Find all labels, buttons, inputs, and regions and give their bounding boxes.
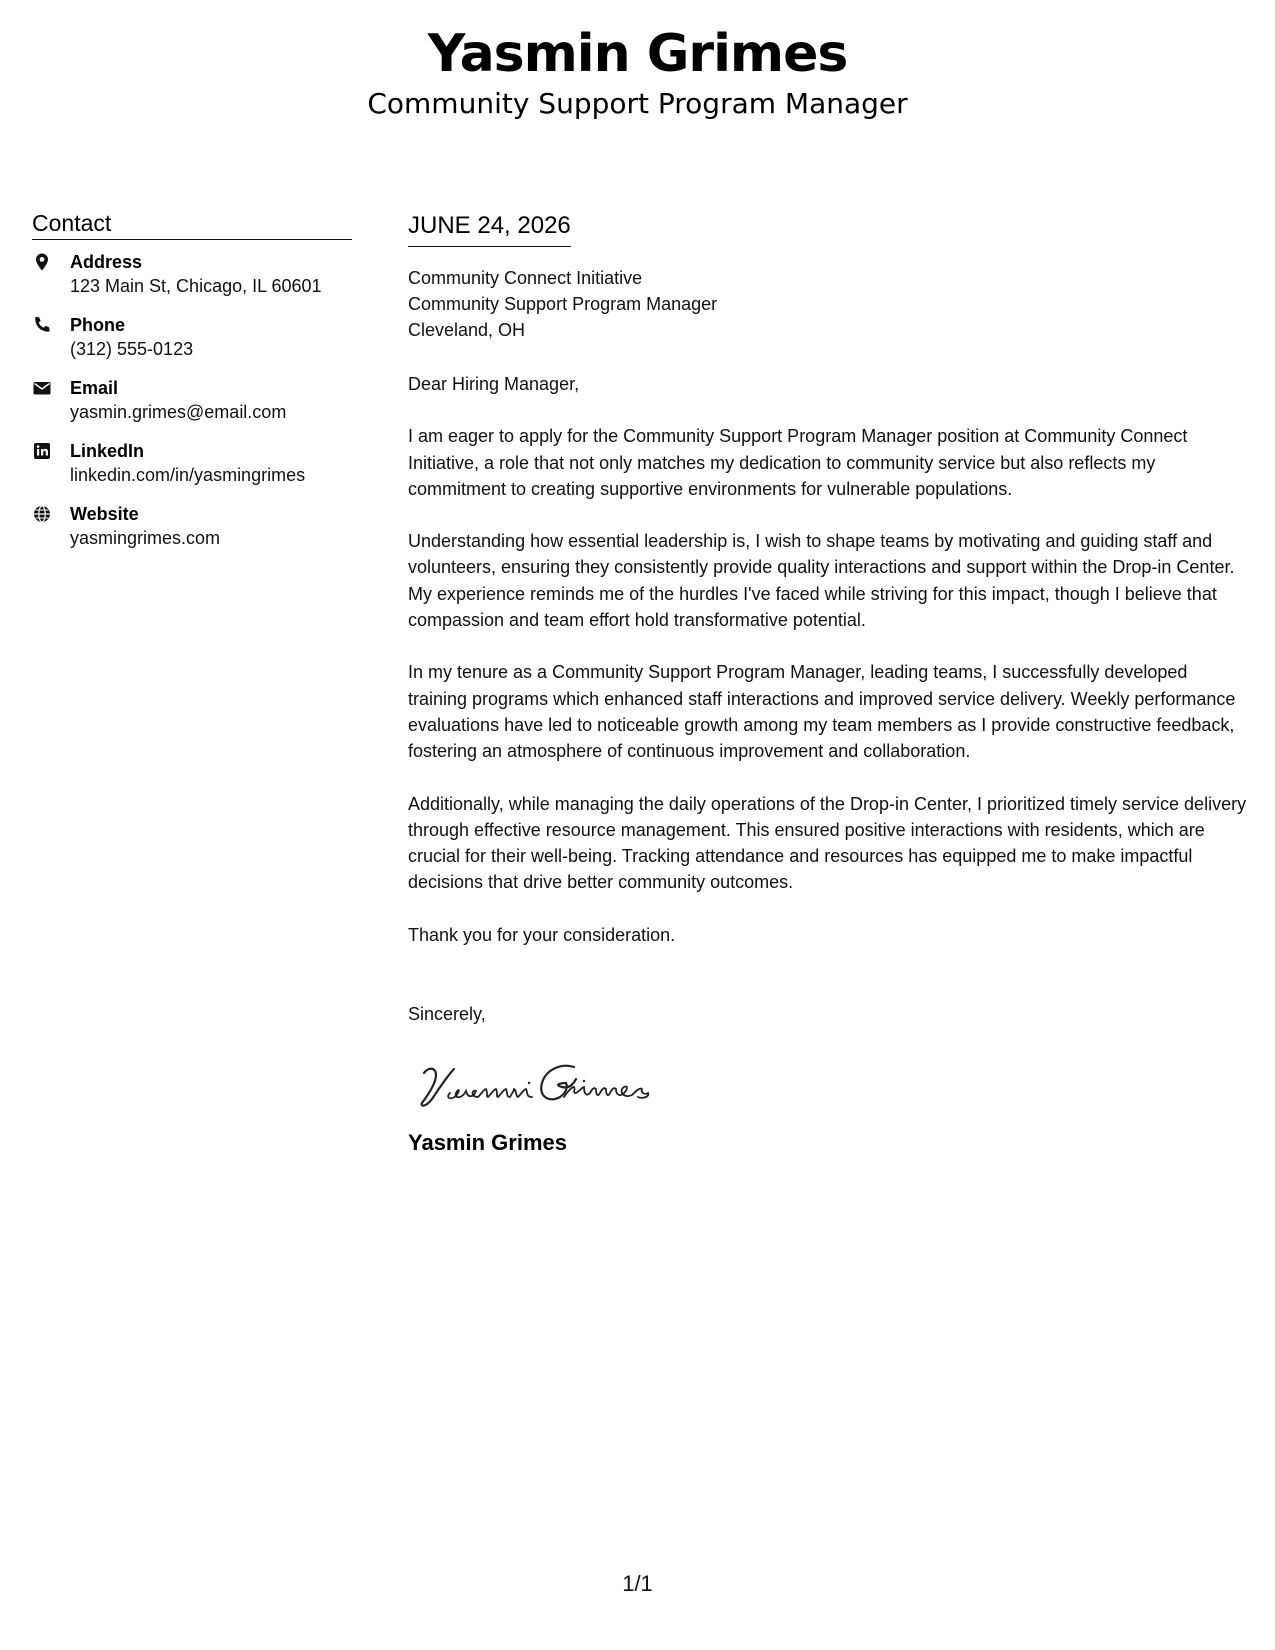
- website-value[interactable]: yasmingrimes.com: [70, 528, 221, 548]
- phone-value: (312) 555-0123: [70, 339, 194, 359]
- linkedin-icon: [32, 441, 52, 461]
- handwritten-signature: [414, 1053, 684, 1113]
- salutation: Dear Hiring Manager,: [408, 374, 580, 394]
- recipient-block: [408, 265, 1248, 343]
- email-value[interactable]: yasmin.grimes@email.com: [70, 402, 287, 422]
- email-label: Email: [70, 378, 119, 398]
- address-label: Address: [70, 252, 143, 272]
- letter-date: JUNE 24, 2026: [408, 210, 571, 247]
- applicant-name: Yasmin Grimes: [427, 24, 848, 84]
- linkedin-label: LinkedIn: [70, 441, 145, 461]
- contact-list: [32, 250, 352, 552]
- body-paragraph: Additionally, while managing the daily operations of the Drop-in Center, I prioritized timely service delivery through effective resource management. This ensured positive interactions with residents, which are crucial for their well-being. Tracking attendance and resources has equipped me to make impactful decisions that drive better community outcomes.: [408, 793, 1247, 893]
- body-paragraph: I am eager to apply for the Community Support Program Manager position at Community Connect Initiative, a role that not only matches my dedication to community service but also reflects my commitment to creating supportive environments for vulnerable populations.: [408, 426, 1188, 499]
- body-paragraph: Understanding how essential leadership is, I wish to shape teams by motivating and guiding staff and volunteers, ensuring they consistently provide quality interactions and support within the Drop-in Center. My experience reminds me of the hurdles I've faced while striving for this impact, though I believe that compassion and team effort hold transformative potential.: [408, 531, 1235, 631]
- closing-line: Thank you for your consideration.: [408, 924, 676, 945]
- applicant-role: Community Support Program Manager: [367, 87, 908, 120]
- letter-header: [0, 22, 1275, 122]
- page-number: 1/1: [622, 1571, 653, 1596]
- globe-icon: [32, 504, 52, 524]
- phone-label: Phone: [70, 315, 126, 335]
- contact-sidebar: [32, 208, 352, 565]
- contact-item-linkedin: [32, 439, 352, 489]
- website-label: Website: [70, 504, 139, 524]
- contact-item-address: [32, 250, 352, 300]
- recipient-position: Community Support Program Manager: [408, 294, 718, 314]
- contact-section-title: Contact: [32, 208, 352, 240]
- phone-icon: [32, 315, 52, 335]
- letter-body: [408, 210, 1248, 1157]
- signoff: Sincerely,: [408, 1004, 486, 1025]
- recipient-location: Cleveland, OH: [408, 320, 526, 340]
- linkedin-value[interactable]: linkedin.com/in/yasmingrimes: [70, 465, 306, 485]
- signer-name: Yasmin Grimes: [408, 1130, 567, 1156]
- body-paragraph: In my tenure as a Community Support Program Manager, leading teams, I successfully developed training programs which enhanced staff interactions and improved service delivery. Weekly performance evaluations have led to noticeable growth among my team members as I provide constructive feedback, fostering an atmosphere of continuous improvement and collaboration.: [408, 662, 1236, 762]
- address-value: 123 Main St, Chicago, IL 60601: [70, 276, 322, 296]
- contact-item-phone: [32, 313, 352, 363]
- contact-item-website: [32, 502, 352, 552]
- map-pin-icon: [32, 252, 52, 272]
- envelope-icon: [32, 378, 52, 398]
- recipient-company: Community Connect Initiative: [408, 268, 643, 288]
- contact-item-email: [32, 376, 352, 426]
